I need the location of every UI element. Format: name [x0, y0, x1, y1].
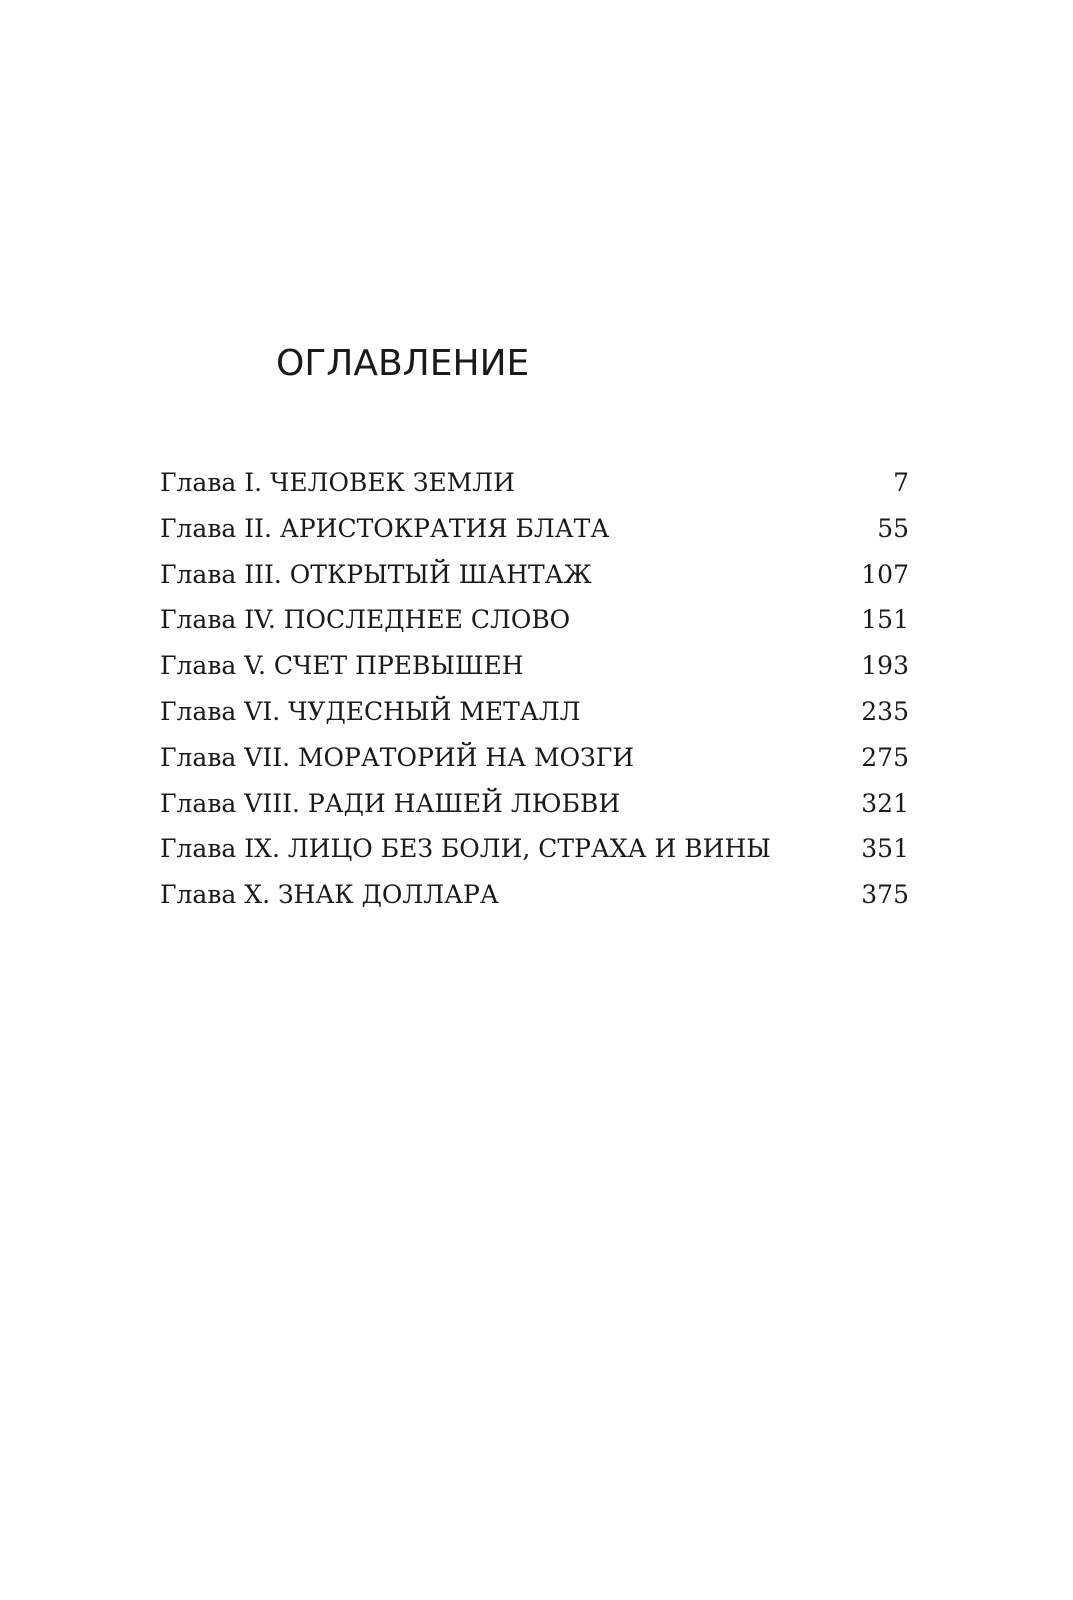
page-number: 151: [861, 605, 909, 635]
chapter-title: Глава X. ЗНАК ДОЛЛАРА: [160, 880, 499, 910]
page-number: 193: [861, 651, 909, 681]
toc-entry[interactable]: [160, 697, 909, 743]
page-number: 7: [893, 468, 909, 497]
chapter-title: Глава VII. МОРАТОРИЙ НА МОЗГИ: [160, 742, 635, 772]
page-number: 375: [861, 880, 909, 910]
page-number: 107: [861, 559, 909, 589]
chapter-title: Глава III. ОТКРЫТЫЙ ШАНТАЖ: [160, 559, 592, 589]
toc-title: ОГЛАВЛЕНИЕ: [276, 343, 530, 384]
page-number: 55: [877, 513, 909, 543]
chapter-title: Глава V. СЧЕТ ПРЕВЫШЕН: [160, 651, 524, 681]
toc-entry[interactable]: [160, 560, 909, 606]
toc-entry[interactable]: [160, 651, 909, 697]
chapter-title: Глава IX. ЛИЦО БЕЗ БОЛИ, СТРАХА И ВИНЫ: [160, 834, 771, 864]
chapter-title: Глава VIII. РАДИ НАШЕЙ ЛЮБВИ: [160, 788, 621, 818]
page-number: 275: [861, 742, 909, 772]
page-number: 321: [861, 788, 909, 818]
toc-entry[interactable]: [160, 834, 909, 880]
table-of-contents: [160, 468, 909, 926]
chapter-title: Глава II. АРИСТОКРАТИЯ БЛАТА: [160, 513, 610, 543]
toc-entry[interactable]: [160, 880, 909, 926]
toc-entry[interactable]: [160, 605, 909, 651]
chapter-title: Глава VI. ЧУДЕСНЫЙ МЕТАЛЛ: [160, 696, 581, 726]
toc-entry[interactable]: [160, 789, 909, 835]
toc-entry[interactable]: [160, 514, 909, 560]
toc-entry[interactable]: [160, 743, 909, 789]
page-number: 235: [861, 696, 909, 726]
chapter-title: Глава IV. ПОСЛЕДНЕЕ СЛОВО: [160, 605, 571, 635]
chapter-title: Глава I. ЧЕЛОВЕК ЗЕМЛИ: [160, 468, 515, 497]
toc-entry[interactable]: [160, 468, 909, 514]
page-number: 351: [861, 834, 909, 864]
